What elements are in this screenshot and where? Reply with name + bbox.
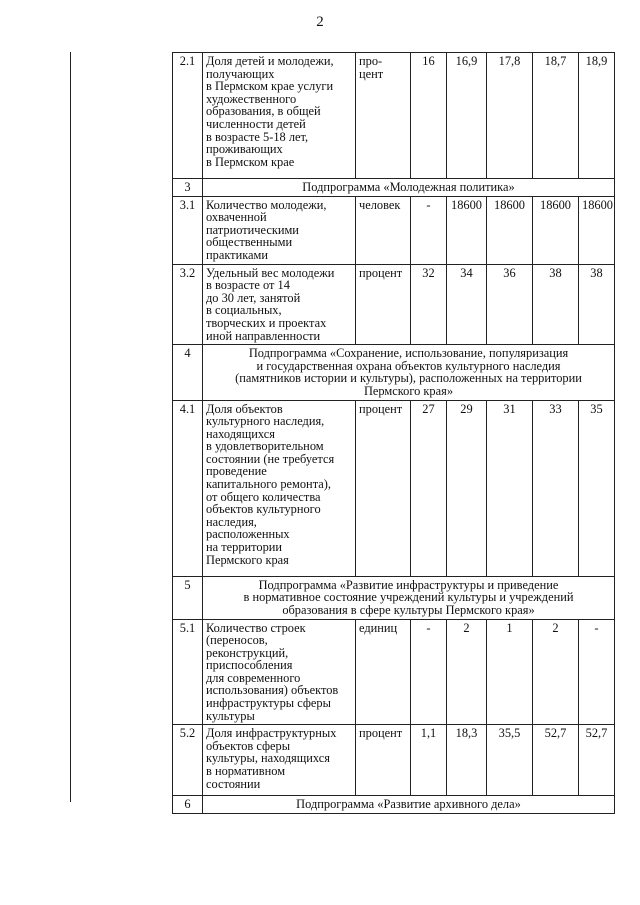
unit-cell — [356, 196, 411, 264]
unit-cell — [356, 725, 411, 796]
unit-line: процент — [359, 401, 403, 416]
value-cell: 18600 — [447, 196, 487, 264]
indicator-name-line: состоянии — [206, 776, 261, 791]
row-number: 5.1 — [173, 619, 203, 725]
indicator-name-line: находящихся — [206, 426, 275, 441]
indicator-name — [203, 619, 356, 725]
indicator-name-line: общественными — [206, 235, 293, 250]
value-cell: - — [411, 196, 447, 264]
indicator-name-line: проведение — [206, 464, 267, 479]
indicator-name-line: культуры — [206, 708, 255, 723]
indicator-name — [203, 196, 356, 264]
row-number: 3.1 — [173, 196, 203, 264]
indicator-name-line: получающих — [206, 66, 275, 81]
indicator-name-line: в возрасте 5-18 лет, — [206, 129, 309, 144]
row-number: 3 — [173, 179, 203, 197]
unit-line: человек — [359, 197, 401, 212]
subprogram-title-line: в нормативное состояние учреждений культуры и учреждений — [243, 590, 574, 605]
value-cell: 16,9 — [447, 53, 487, 179]
indicator-name-line: до 30 лет, занятой — [206, 290, 301, 305]
value-cell: 32 — [411, 264, 447, 345]
subprogram-title — [203, 179, 615, 197]
indicator-name-line: расположенных — [206, 527, 290, 542]
value-cell: - — [411, 619, 447, 725]
indicator-name-line: численности детей — [206, 116, 306, 131]
value-cell: 18,7 — [533, 53, 579, 179]
indicator-name-line: художественного — [206, 91, 297, 106]
value-cell: 34 — [447, 264, 487, 345]
indicator-name-line: в Пермском крае — [206, 154, 295, 169]
subprogram-title-line: Пермского края» — [363, 383, 454, 398]
value-cell: 52,7 — [579, 725, 615, 796]
indicator-name-line: на территории — [206, 540, 283, 555]
indicator-row — [173, 619, 615, 725]
unit-line: процент — [359, 726, 403, 741]
value-cell: 29 — [447, 400, 487, 576]
indicator-name — [203, 264, 356, 345]
indicator-name-line: для современного — [206, 670, 301, 685]
value-cell: 17,8 — [487, 53, 533, 179]
value-cell: 52,7 — [533, 725, 579, 796]
indicator-name-line: от общего количества — [206, 489, 321, 504]
value-cell: 18,3 — [447, 725, 487, 796]
value-cell: 33 — [533, 400, 579, 576]
unit-line: единиц — [359, 620, 398, 635]
value-cell: 18600 — [533, 196, 579, 264]
value-cell: 31 — [487, 400, 533, 576]
indicator-name-line: объектов культурного — [206, 502, 321, 517]
unit-line: процент — [359, 265, 403, 280]
indicator-name-line: культурного наследия, — [206, 414, 325, 429]
subprogram-title — [203, 345, 615, 400]
indicator-row — [173, 725, 615, 796]
indicator-name-line: иной направленности — [206, 328, 321, 343]
value-cell: 2 — [533, 619, 579, 725]
unit-cell — [356, 619, 411, 725]
indicator-name-line: наследия, — [206, 514, 257, 529]
subprogram-title-line: и государственная охрана объектов культурного наследия — [256, 358, 561, 373]
unit-line: про- — [359, 54, 383, 68]
subprogram-title-line: Подпрограмма «Развитие архивного дела» — [296, 797, 521, 812]
indicator-name-line: инфраструктуры сферы — [206, 696, 331, 711]
unit-cell — [356, 264, 411, 345]
value-cell: 18,9 — [579, 53, 615, 179]
row-number: 5 — [173, 576, 203, 619]
indicator-name-line: практиками — [206, 247, 269, 262]
subprogram-title — [203, 576, 615, 619]
indicator-name-line: творческих и проектах — [206, 315, 327, 330]
indicator-row — [173, 196, 615, 264]
subprogram-title-line: образования в сфере культуры Пермского края» — [282, 602, 535, 617]
subprogram-title-line: (памятников истории и культуры), расположенных на территории — [235, 371, 582, 386]
indicator-name-line: в удовлетворительном — [206, 439, 324, 454]
subprogram-row — [173, 796, 615, 814]
indicator-name-line: (переносов, — [206, 633, 268, 648]
indicator-name-line: охваченной — [206, 210, 267, 225]
row-number: 4.1 — [173, 400, 203, 576]
row-number: 6 — [173, 796, 203, 814]
value-cell: 1,1 — [411, 725, 447, 796]
value-cell: 18600 — [487, 196, 533, 264]
indicator-name-line: культуры, находящихся — [206, 751, 330, 766]
subprogram-row — [173, 576, 615, 619]
indicators-table — [172, 52, 615, 814]
value-cell: 35,5 — [487, 725, 533, 796]
page-number: 2 — [316, 14, 324, 30]
indicator-name-line: капитального ремонта), — [206, 477, 331, 492]
indicator-name-line: Количество строек — [206, 620, 306, 635]
indicator-name — [203, 53, 356, 179]
subprogram-title — [203, 796, 615, 814]
indicator-name-line: Доля детей и молодежи, — [206, 54, 334, 68]
value-cell: 38 — [533, 264, 579, 345]
subprogram-row — [173, 345, 615, 400]
indicator-row — [173, 53, 615, 179]
indicator-name-line: Пермского края — [206, 552, 289, 567]
subprogram-title-line: Подпрограмма «Развитие инфраструктуры и приведение — [258, 577, 559, 592]
value-cell: 16 — [411, 53, 447, 179]
indicator-name-line: в нормативном — [206, 764, 286, 779]
row-number: 2.1 — [173, 53, 203, 179]
indicator-name-line: Доля объектов — [206, 401, 283, 416]
value-cell: 18600 — [579, 196, 615, 264]
indicator-name-line: состоянии (не требуется — [206, 451, 335, 466]
subprogram-row — [173, 179, 615, 197]
subprogram-title-line: Подпрограмма «Молодежная политика» — [302, 180, 515, 194]
indicator-name-line: реконструкций, — [206, 645, 289, 660]
indicator-name-line: Количество молодежи, — [206, 197, 327, 212]
indicator-name-line: приспособления — [206, 658, 293, 673]
indicator-name-line: использования) объектов — [206, 683, 339, 698]
value-cell: 2 — [447, 619, 487, 725]
value-cell: 27 — [411, 400, 447, 576]
indicator-name-line: в Пермском крае услуги — [206, 79, 334, 94]
indicator-name-line: Доля инфраструктурных — [206, 726, 337, 741]
value-cell: 1 — [487, 619, 533, 725]
value-cell: 35 — [579, 400, 615, 576]
indicator-name-line: проживающих — [206, 142, 283, 157]
indicator-row — [173, 264, 615, 345]
row-number: 5.2 — [173, 725, 203, 796]
row-number: 4 — [173, 345, 203, 400]
indicator-name-line: в социальных, — [206, 303, 282, 318]
indicator-name-line: в возрасте от 14 — [206, 278, 290, 293]
indicator-name-line: образования, в общей — [206, 104, 321, 119]
indicator-name-line: патриотическими — [206, 222, 299, 237]
unit-line: цент — [359, 66, 384, 81]
indicator-name-line: объектов сферы — [206, 738, 291, 753]
indicator-name-line: Удельный вес молодежи — [206, 265, 335, 280]
value-cell: 38 — [579, 264, 615, 345]
value-cell: 36 — [487, 264, 533, 345]
indicator-row — [173, 400, 615, 576]
unit-cell — [356, 53, 411, 179]
indicator-name — [203, 400, 356, 576]
row-number: 3.2 — [173, 264, 203, 345]
unit-cell — [356, 400, 411, 576]
subprogram-title-line: Подпрограмма «Сохранение, использование, популяризация — [248, 346, 569, 361]
indicator-name — [203, 725, 356, 796]
value-cell: - — [579, 619, 615, 725]
